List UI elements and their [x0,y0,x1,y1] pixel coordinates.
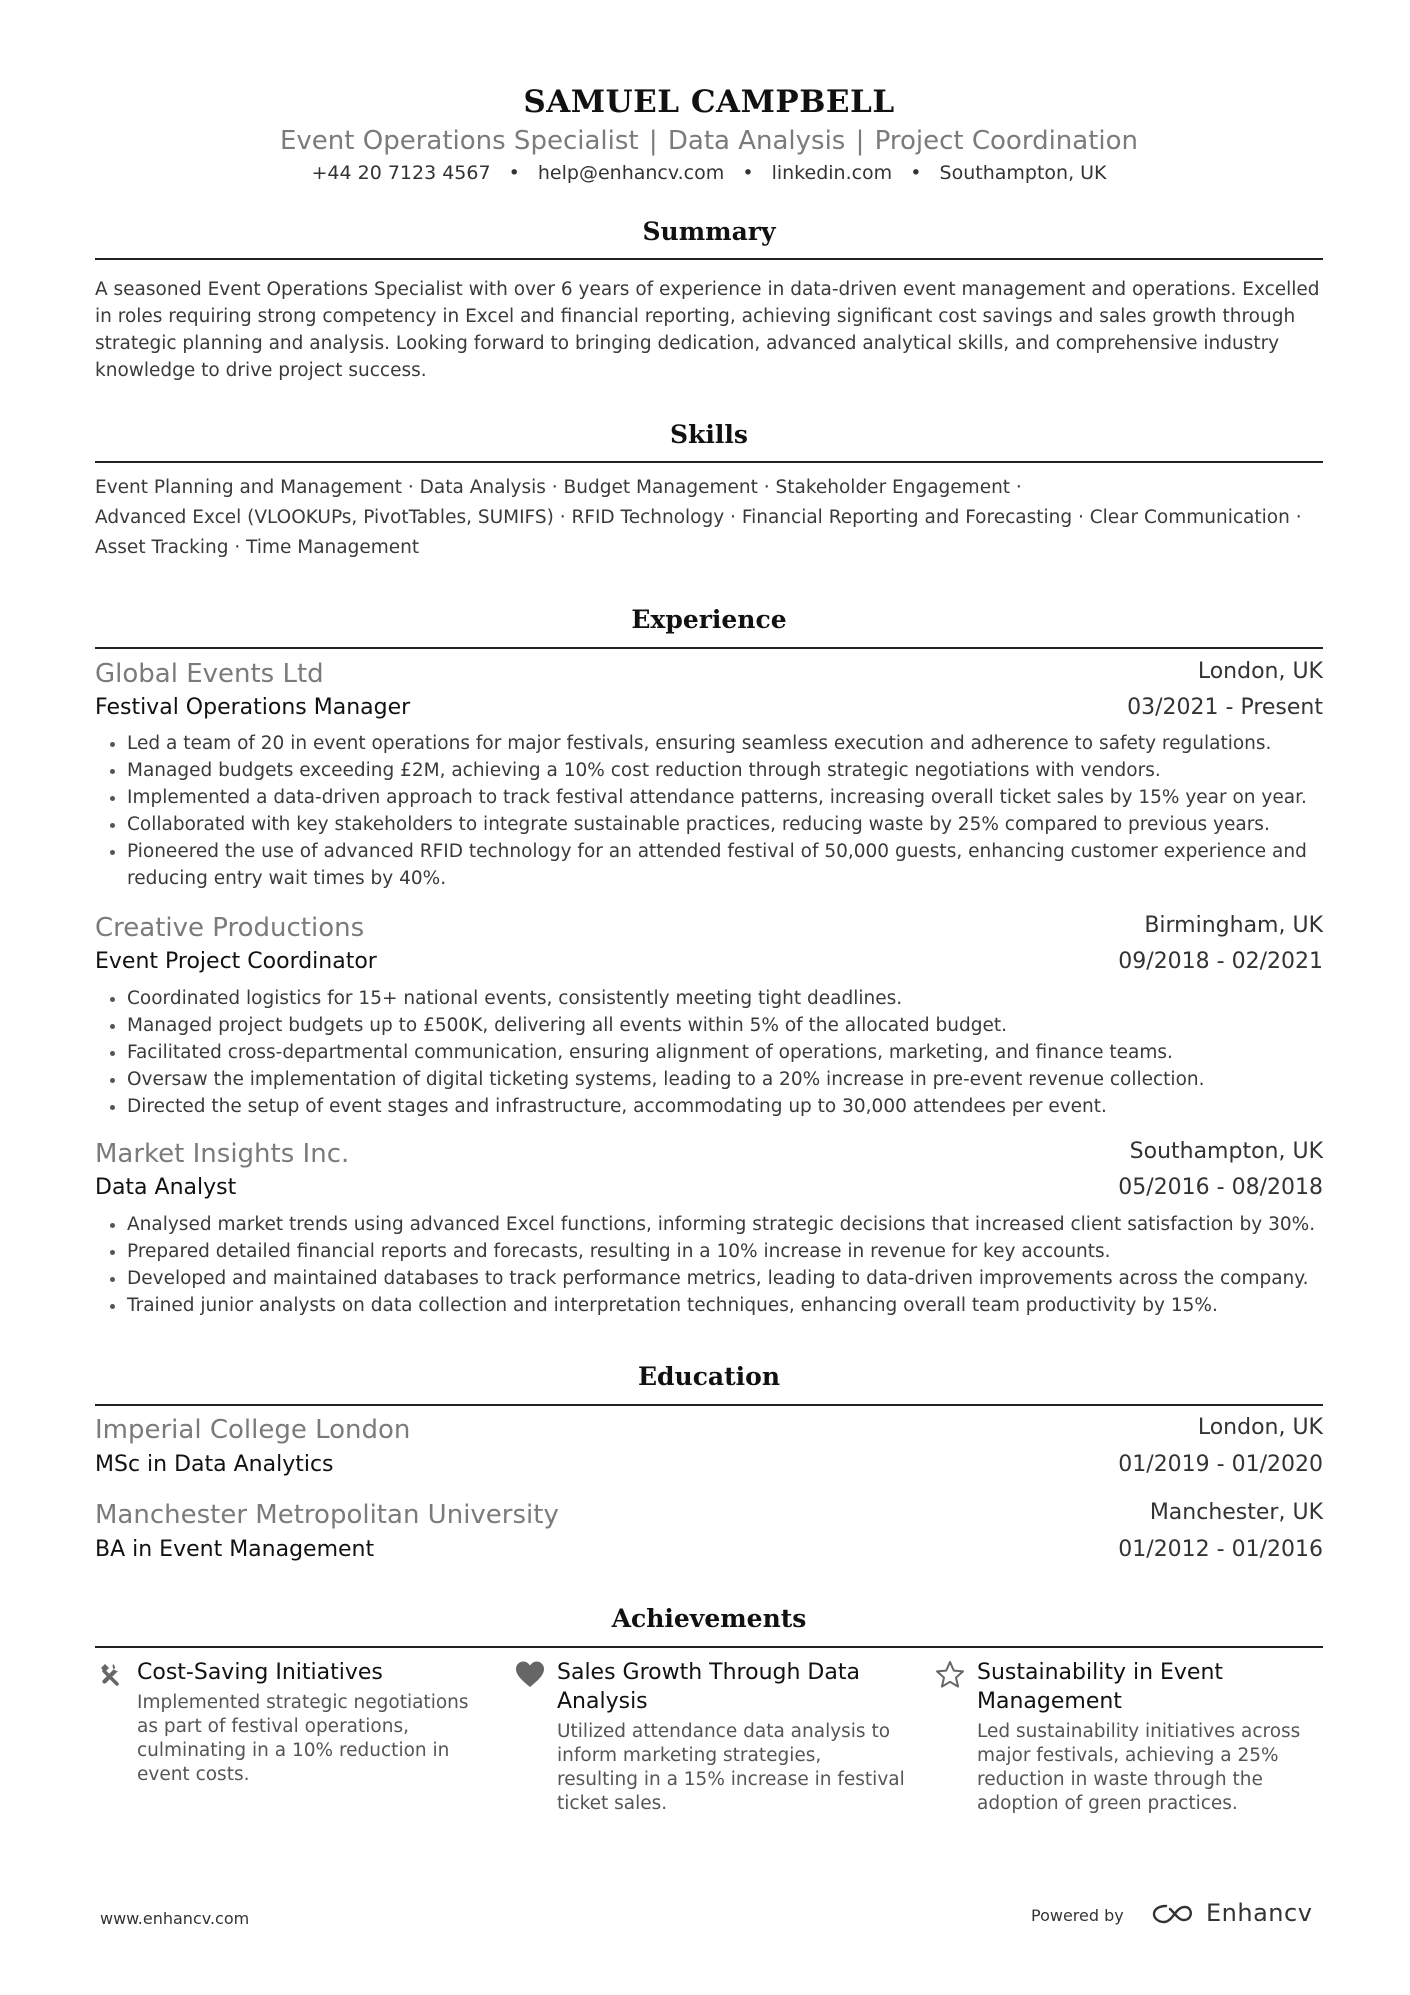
achievement-title: Sustainability in Event Management [977,1660,1224,1714]
summary-heading: Summary [642,217,776,246]
achievement-description: Implemented strategic negotiations as part of festival operations, culminating in a 10% reduction in event costs. [137,1692,469,1785]
school-name: Imperial College London [95,1415,411,1445]
education-divider [95,1404,1323,1406]
experience-heading: Experience [631,605,787,634]
list-item: • Led a team of 20 in event operations for major festivals, ensuring seamless execution and adherence to safety regulations. [127,730,1355,757]
location-text: Southampton, UK [939,162,1107,184]
heart-icon [515,1660,545,1690]
summary-divider [95,258,1323,260]
education-heading: Education [637,1362,781,1391]
achievements-divider [95,1646,1323,1648]
school-header [95,1415,1323,1445]
job-header [95,1139,1323,1169]
job-role-row [95,949,1323,974]
list-item: • Analysed market trends using advanced Excel functions, informing strategic decisions that increased client satisfaction by 30%. [127,1211,1355,1238]
skills-line: Event Planning and Management · Data Analysis · Budget Management · Stakeholder Engagement · [95,477,1022,498]
company-name: Market Insights Inc. [95,1139,350,1169]
candidate-name: SAMUEL CAMPBELL [523,84,895,120]
linkedin-link[interactable]: linkedin.com [771,162,893,184]
headline-title: Event Operations Specialist [279,126,639,156]
list-item: • Coordinated logistics for 15+ national events, consistently meeting tight deadlines. [127,985,1355,1012]
list-item: • Trained junior analysts on data collection and interpretation techniques, enhancing overall team productivity by 15%. [127,1292,1355,1319]
tools-icon [95,1660,125,1690]
list-item: • Managed project budgets up to £500K, delivering all events within 5% of the allocated budget. [127,1012,1355,1039]
headline-titles: Event Operations Specialist | Data Analysis | Project Coordination [279,126,1139,156]
job-location: Southampton, UK [1129,1139,1323,1164]
company-name: Global Events Ltd [95,659,324,689]
degree-row [95,1537,1323,1562]
experience-divider [95,647,1323,649]
job-bullets [95,1211,1355,1319]
website-link[interactable]: www.enhancv.com [100,1909,250,1928]
school-header [95,1500,1323,1530]
headline-title: Data Analysis [667,126,846,156]
job-location: Birmingham, UK [1144,913,1323,938]
job-title: Festival Operations Manager [95,695,411,720]
company-name: Creative Productions [95,913,365,943]
school-location: Manchester, UK [1149,1500,1323,1525]
job-dates: 09/2018 - 02/2021 [1118,949,1323,974]
list-item: • Managed budgets exceeding £2M, achieving a 10% cost reduction through strategic negotiations with vendors. [127,757,1355,784]
job-header [95,659,1323,689]
list-item: • Developed and maintained databases to track performance metrics, leading to data-driven improvements across the company. [127,1265,1355,1292]
achievement-title: Sales Growth Through Data Analysis [557,1660,860,1714]
list-item: • Oversaw the implementation of digital ticketing systems, leading to a 20% increase in pre-event revenue collection. [127,1066,1355,1093]
list-item: • Facilitated cross-departmental communication, ensuring alignment of operations, marketing, and finance teams. [127,1039,1355,1066]
summary-text: A seasoned Event Operations Specialist with over 6 years of experience in data-driven event management and operations. Excelled in roles requiring strong competency in Excel and financial reporting, achieving significant cost savings and sales growth through strategic planning and analysis. Looking forward to bringing dedication, advanced analytical skills, and comprehensive industry knowledge to drive project success. [95,279,1320,381]
degree-dates: 01/2012 - 01/2016 [1118,1537,1323,1562]
list-item: • Collaborated with key stakeholders to integrate sustainable practices, reducing waste by 25% compared to previous years. [127,811,1355,838]
achievement-description: Utilized attendance data analysis to inform marketing strategies, resulting in a 15% increase in festival ticket sales. [557,1721,905,1814]
school-location: London, UK [1197,1415,1323,1440]
job-role-row [95,695,1323,720]
powered-by-label: Powered by [1031,1906,1124,1925]
skills-line: Asset Tracking · Time Management [95,537,420,558]
skills-divider [95,461,1323,463]
degree-name: MSc in Data Analytics [95,1452,334,1477]
job-bullets [95,985,1355,1120]
job-location: London, UK [1197,659,1323,684]
job-title: Data Analyst [95,1175,237,1200]
headline-title: Project Coordination [874,126,1139,156]
achievement-description: Led sustainability initiatives across major festivals, achieving a 25% reduction in waste through the adoption of green practices. [977,1721,1301,1814]
list-item: • Prepared detailed financial reports and forecasts, resulting in a 10% increase in revenue for key accounts. [127,1238,1355,1265]
degree-dates: 01/2019 - 01/2020 [1118,1452,1323,1477]
job-role-row [95,1175,1323,1200]
list-item: • Directed the setup of event stages and infrastructure, accommodating up to 30,000 attendees per event. [127,1093,1355,1120]
skills-heading: Skills [670,420,748,449]
list-item: • Implemented a data-driven approach to track festival attendance patterns, increasing overall ticket sales by 15% year on year. [127,784,1355,811]
job-title: Event Project Coordinator [95,949,377,974]
job-dates: 03/2021 - Present [1127,695,1323,720]
job-dates: 05/2016 - 08/2018 [1118,1175,1323,1200]
job-header [95,913,1323,943]
list-item: • Pioneered the use of advanced RFID technology for an attended festival of 50,000 guests, enhancing customer experience and reducing entry wait times by 40%. [127,838,1355,892]
enhancv-logo-text: Enhancv [1206,1899,1313,1927]
star-icon [935,1660,965,1690]
degree-row [95,1452,1323,1477]
contact-line: +44 20 7123 4567 • help@enhancv.com • linkedin.com • Southampton, UK [311,162,1107,184]
email-link[interactable]: help@enhancv.com [537,162,725,184]
degree-name: BA in Event Management [95,1537,375,1562]
achievement-title: Cost-Saving Initiatives [137,1660,383,1685]
phone-number[interactable]: +44 20 7123 4567 [311,162,491,184]
school-name: Manchester Metropolitan University [95,1500,559,1530]
skills-line: Advanced Excel (VLOOKUPs, PivotTables, SUMIFS) · RFID Technology · Financial Reporting and Forecasting · Clear Communication · [95,507,1302,528]
achievements-heading: Achievements [611,1604,807,1633]
job-bullets [95,730,1355,892]
